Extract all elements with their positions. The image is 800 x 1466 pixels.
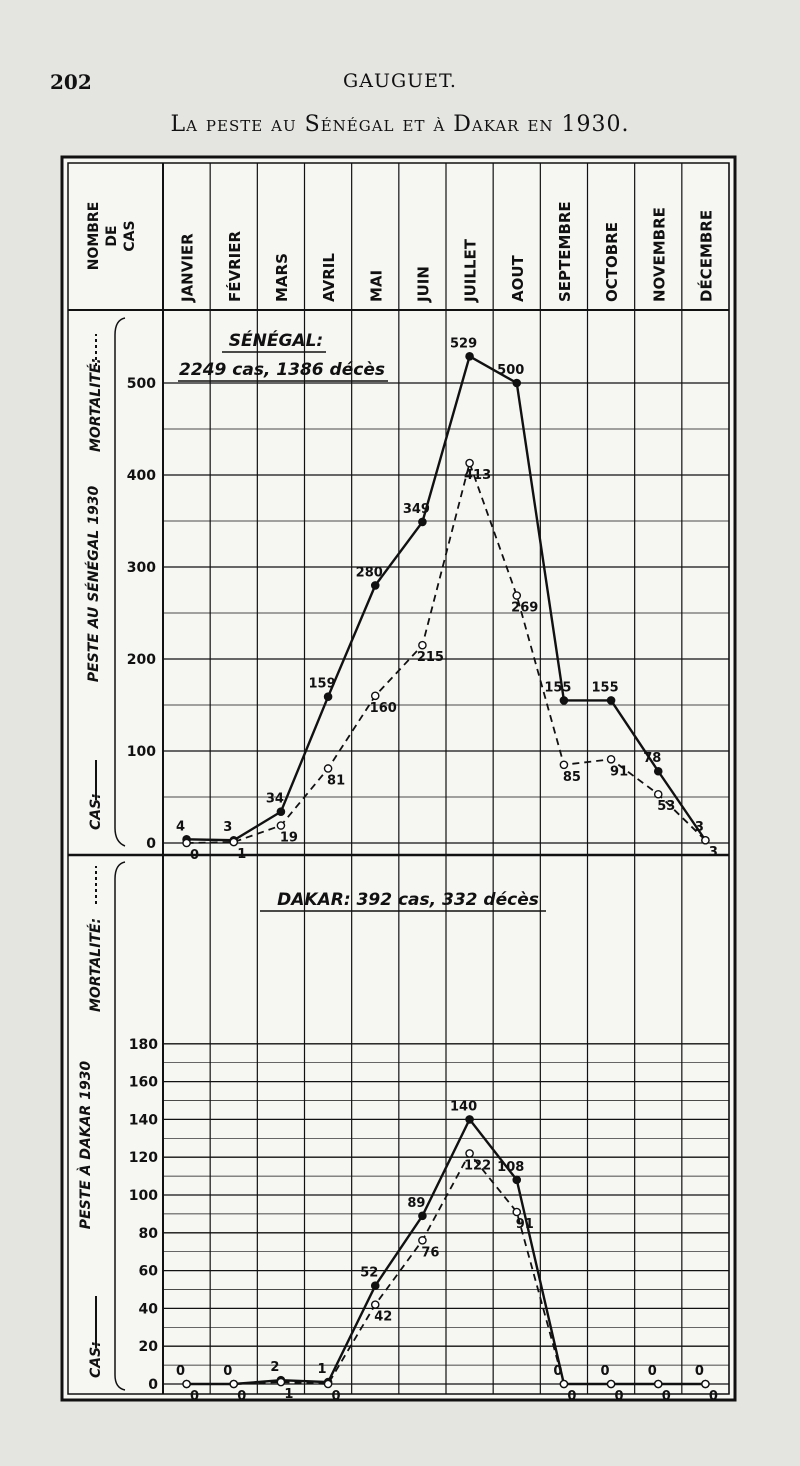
dakar-cases-value-label: 140	[450, 1099, 478, 1115]
senegal-mortality-value-label: 413	[464, 468, 492, 484]
senegal-mortality-point	[655, 791, 662, 798]
senegal-cases-point	[372, 582, 379, 589]
senegal-cases-point	[419, 518, 426, 525]
senegal-mortality-value-label: 53	[657, 799, 676, 815]
y-tick-label-senegal: 300	[126, 560, 156, 576]
senegal-cases-value-label: 155	[591, 680, 619, 696]
dakar-mortality-value-label: 122	[464, 1158, 492, 1174]
month-label: JUILLET	[461, 239, 480, 302]
dakar-mortality-point	[324, 1380, 331, 1387]
senegal-mortality-value-label: 0	[190, 848, 200, 863]
side-label: PESTE À DAKAR 1930	[78, 1060, 94, 1230]
legend-mortality-label: MORTALITÉ:	[88, 917, 104, 1012]
y-tick-label-senegal: 200	[126, 652, 156, 668]
senegal-cases-value-label: 4	[176, 819, 186, 835]
senegal-cases-point	[324, 693, 331, 700]
senegal-mortality-point	[466, 459, 473, 466]
senegal-cases-value-label: 3	[223, 820, 233, 836]
senegal-cases-point	[655, 768, 662, 775]
y-tick-label-dakar: 160	[128, 1074, 158, 1091]
y-header-label: DE	[104, 225, 120, 247]
dakar-mortality-value-label: 42	[374, 1309, 393, 1325]
legend-mortality-label: MORTALITÉ:	[88, 357, 104, 452]
senegal-mortality-point	[560, 761, 567, 768]
senegal-cases-value-label: 280	[355, 565, 383, 581]
y-tick-label-dakar: 0	[148, 1377, 158, 1393]
dakar-mortality-value-label: 91	[515, 1217, 534, 1233]
senegal-cases-point	[277, 808, 284, 815]
y-tick-label-dakar: 40	[138, 1301, 158, 1318]
y-tick-label-dakar: 120	[128, 1150, 158, 1167]
month-label: AOUT	[508, 255, 527, 302]
y-tick-label-dakar: 80	[138, 1225, 158, 1242]
senegal-mortality-value-label: 81	[327, 773, 346, 789]
y-tick-label-senegal: 100	[126, 744, 156, 760]
dakar-mortality-point	[230, 1380, 237, 1387]
dakar-title: DAKAR: 392 cas, 332 décès	[277, 890, 539, 910]
senegal-title: SÉNÉGAL:	[228, 331, 324, 351]
dakar-mortality-point	[183, 1380, 190, 1387]
senegal-mortality-point	[277, 822, 284, 829]
side-label: PESTE AU SÉNÉGAL 1930	[86, 485, 102, 683]
dakar-mortality-point	[702, 1380, 709, 1387]
dakar-mortality-value-label: 0	[708, 1389, 718, 1404]
senegal-mortality-point	[230, 838, 237, 845]
senegal-cases-point	[466, 353, 473, 360]
dakar-mortality-value-label: 0	[237, 1389, 247, 1404]
senegal-mortality-point	[607, 756, 614, 763]
senegal-subtitle: 2249 cas, 1386 décès	[179, 360, 385, 380]
senegal-cases-point	[560, 697, 567, 704]
senegal-cases-value-label: 159	[308, 676, 336, 692]
senegal-mortality-point	[183, 839, 190, 846]
dakar-mortality-point	[513, 1208, 520, 1215]
senegal-mortality-value-label: 3	[708, 845, 718, 861]
dakar-cases-value-label: 1	[317, 1362, 327, 1378]
senegal-mortality-point	[419, 642, 426, 649]
y-tick-label-senegal: 400	[126, 468, 156, 484]
dakar-cases-point	[466, 1116, 473, 1123]
y-tick-label-senegal: 0	[146, 836, 156, 852]
dakar-cases-value-label: 0	[694, 1364, 704, 1379]
month-label: OCTOBRE	[603, 222, 622, 302]
month-label: DÉCEMBRE	[697, 209, 716, 302]
dakar-mortality-value-label: 0	[661, 1389, 671, 1404]
month-label: JUIN	[414, 266, 433, 302]
dakar-cases-value-label: 0	[553, 1364, 563, 1379]
senegal-cases-value-label: 349	[402, 501, 430, 517]
dakar-mortality-value-label: 1	[284, 1387, 294, 1403]
dakar-mortality-value-label: 0	[190, 1389, 200, 1404]
dakar-mortality-point	[655, 1380, 662, 1387]
dakar-cases-value-label: 52	[360, 1265, 379, 1281]
senegal-mortality-point	[324, 765, 331, 772]
dakar-mortality-point	[466, 1150, 473, 1157]
month-label: NOVEMBRE	[650, 207, 669, 302]
dakar-mortality-point	[277, 1379, 284, 1386]
senegal-cases-value-label: 529	[450, 336, 478, 352]
dakar-mortality-value-label: 76	[421, 1245, 440, 1261]
dakar-cases-value-label: 89	[407, 1195, 426, 1211]
senegal-mortality-value-label: 85	[562, 769, 581, 785]
dakar-cases-value-label: 0	[647, 1364, 657, 1379]
dakar-cases-value-label: 2	[270, 1360, 280, 1376]
y-tick-label-senegal: 500	[126, 376, 156, 392]
legend-cases-label: CAS:	[88, 793, 104, 830]
senegal-mortality-value-label: 1	[237, 847, 247, 863]
senegal-cases-value-label: 500	[497, 363, 525, 378]
dakar-mortality-point	[372, 1301, 379, 1308]
senegal-mortality-value-label: 91	[610, 764, 629, 780]
month-label: JANVIER	[178, 233, 197, 302]
senegal-cases-value-label: 155	[544, 680, 572, 696]
dakar-mortality-value-label: 0	[614, 1389, 624, 1404]
senegal-cases-value-label: 78	[643, 751, 662, 767]
month-label: MAI	[367, 269, 386, 302]
figure-title: La peste au Sénégal et à Dakar en 1930.	[170, 112, 630, 137]
y-tick-label-dakar: 20	[138, 1339, 158, 1356]
senegal-mortality-point	[372, 692, 379, 699]
y-header-label: NOMBRE	[86, 201, 102, 271]
dakar-cases-value-label: 0	[223, 1364, 233, 1379]
dakar-mortality-value-label: 0	[331, 1389, 341, 1404]
page-header: GAUGUET.	[343, 70, 457, 92]
senegal-mortality-point	[513, 592, 520, 599]
senegal-cases-point	[607, 697, 614, 704]
y-tick-label-dakar: 60	[138, 1263, 158, 1280]
senegal-mortality-point	[702, 837, 709, 844]
dakar-mortality-point	[419, 1237, 426, 1244]
legend-cases-label: CAS:	[88, 1341, 104, 1378]
senegal-mortality-value-label: 269	[511, 600, 539, 616]
dakar-cases-value-label: 0	[176, 1364, 186, 1379]
y-tick-label-dakar: 180	[128, 1036, 158, 1053]
dakar-cases-point	[513, 1176, 520, 1183]
dakar-cases-point	[372, 1282, 379, 1289]
senegal-cases-point	[513, 379, 520, 386]
dakar-mortality-point	[560, 1380, 567, 1387]
senegal-mortality-value-label: 160	[369, 700, 397, 716]
month-label: FÉVRIER	[225, 230, 244, 302]
month-label: AVRIL	[320, 253, 339, 302]
dakar-cases-value-label: 108	[497, 1159, 525, 1175]
y-tick-label-dakar: 140	[128, 1112, 158, 1129]
month-label: SEPTEMBRE	[555, 201, 574, 302]
dakar-cases-value-label: 0	[600, 1364, 610, 1379]
dakar-mortality-value-label: 0	[567, 1389, 577, 1404]
dakar-cases-point	[419, 1212, 426, 1219]
senegal-cases-value-label: 34	[265, 791, 284, 807]
senegal-mortality-value-label: 215	[416, 650, 444, 666]
y-tick-label-dakar: 100	[128, 1188, 158, 1204]
page-number: 202	[50, 70, 92, 94]
dakar-mortality-point	[607, 1380, 614, 1387]
senegal-mortality-value-label: 19	[279, 830, 298, 846]
month-label: MARS	[272, 253, 291, 302]
y-header-label: CAS	[122, 220, 138, 252]
senegal-cases-value-label: 3	[694, 820, 704, 836]
